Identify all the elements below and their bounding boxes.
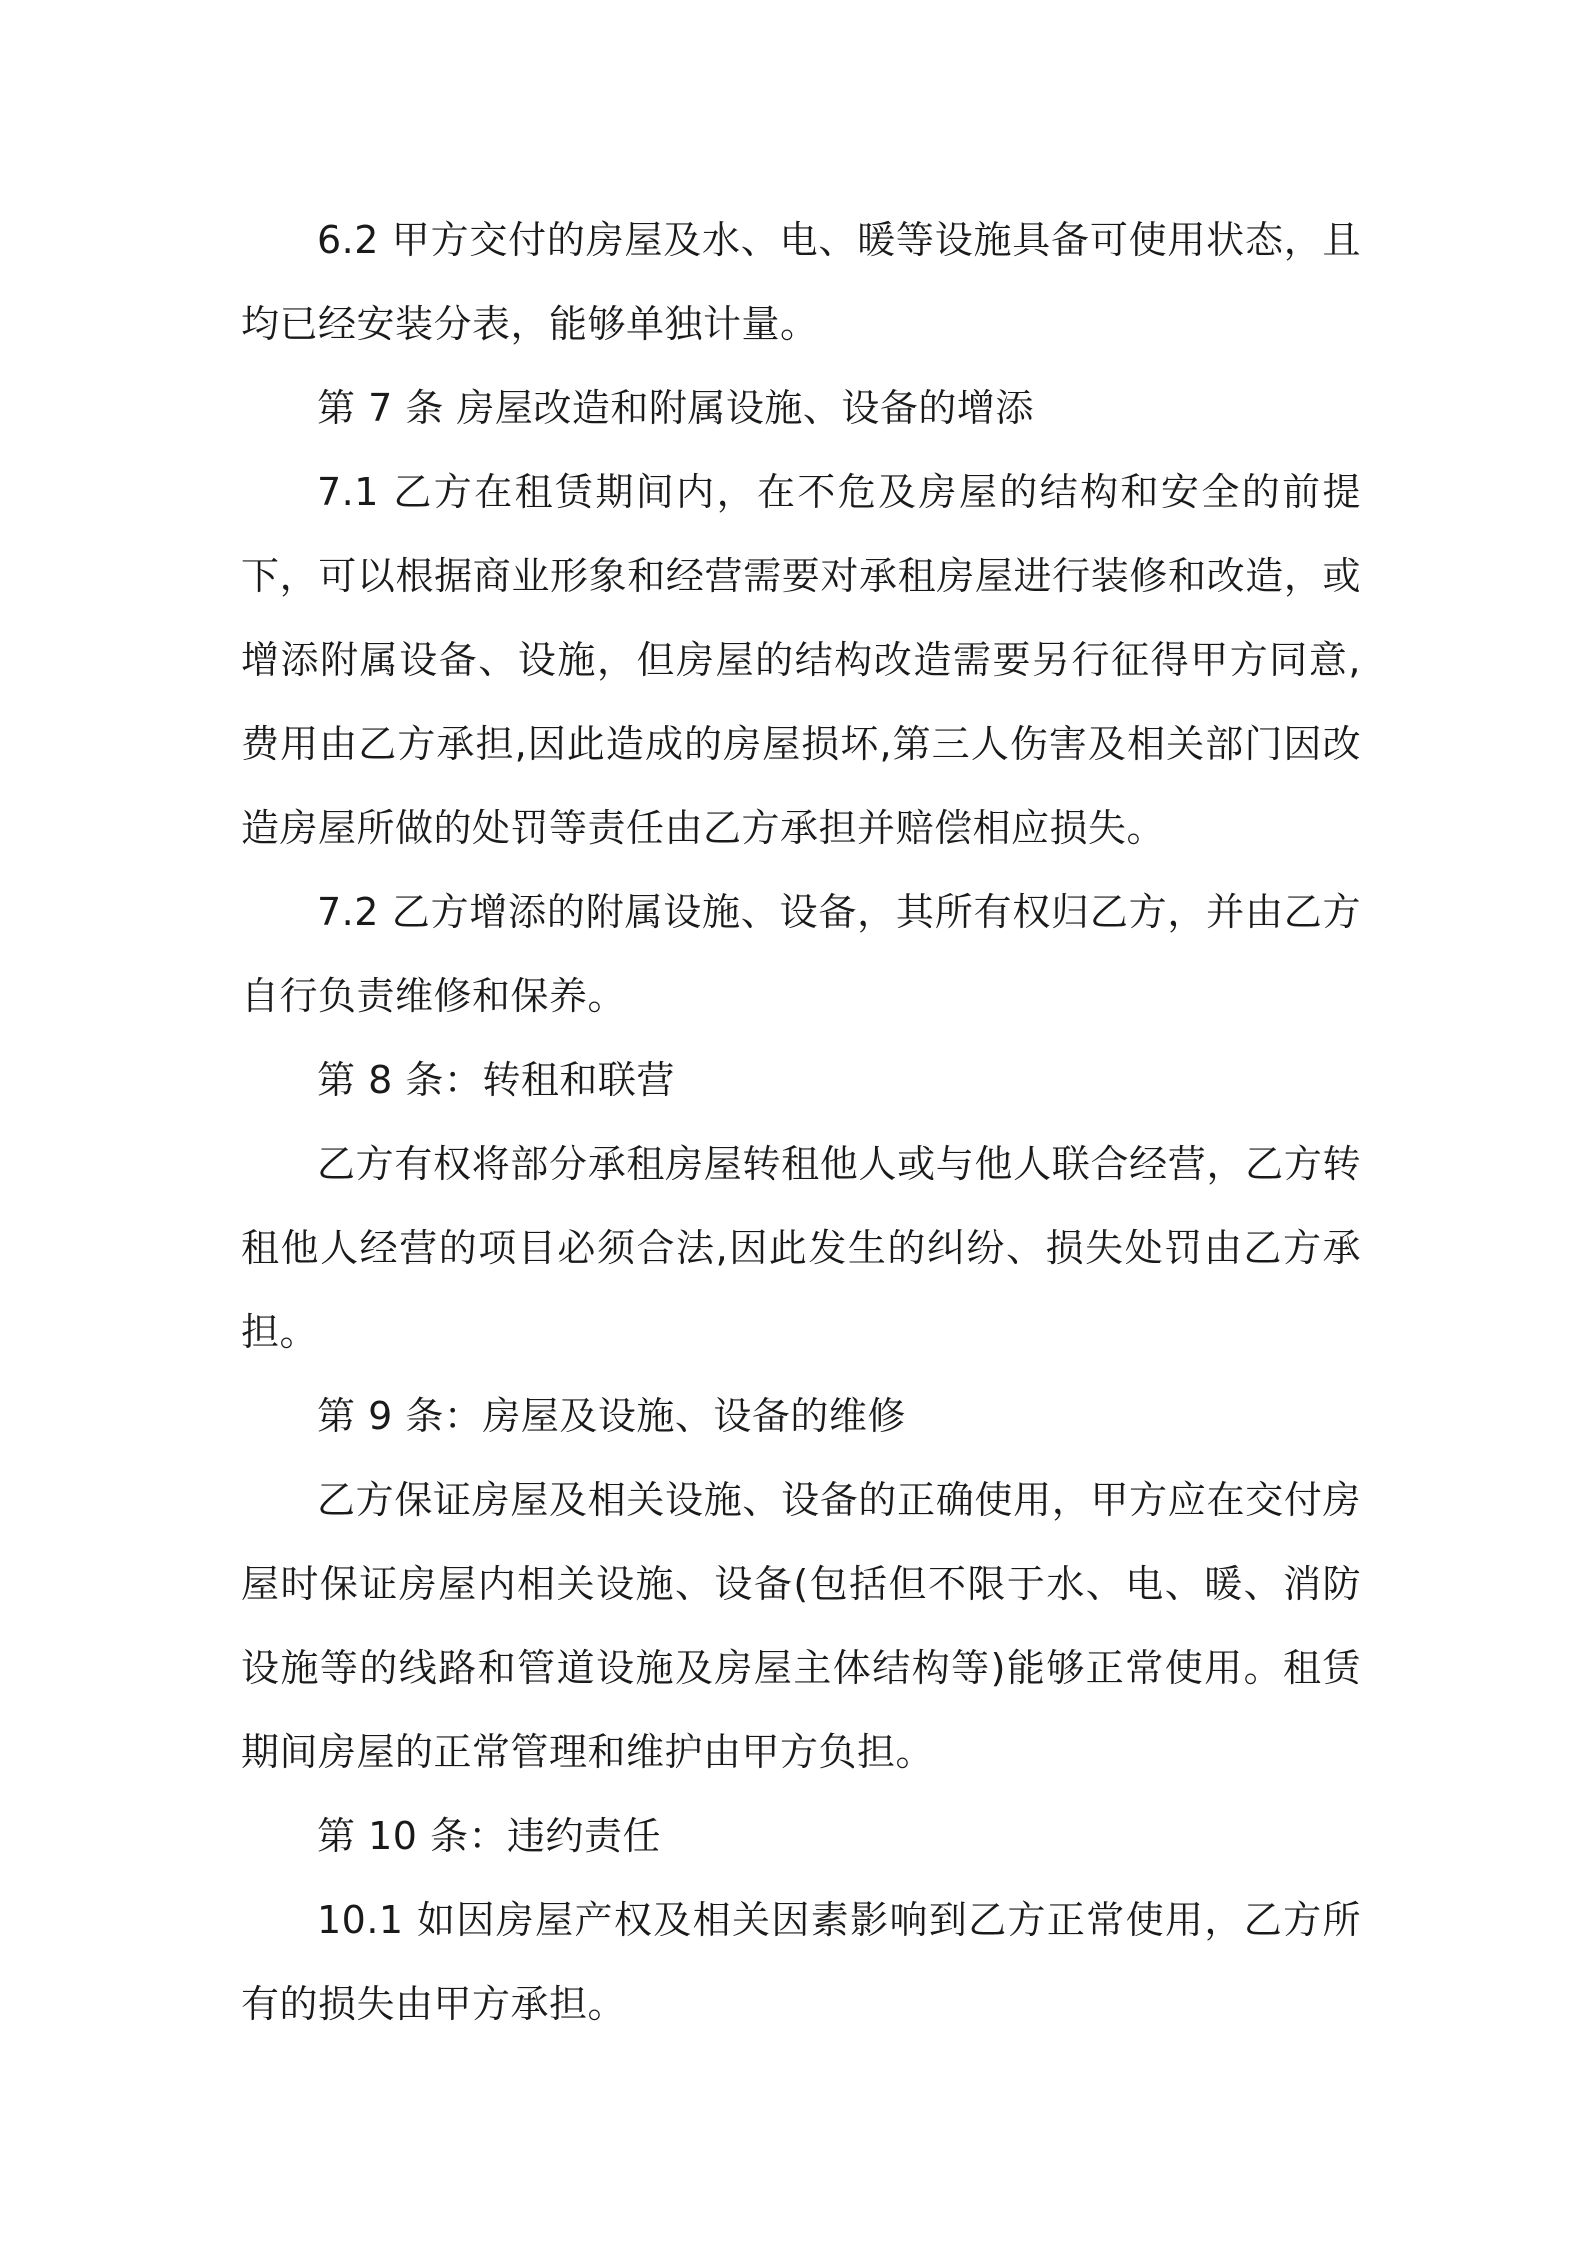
article-7-heading: 第 7 条 房屋改造和附属设施、设备的增添 xyxy=(317,386,1034,430)
article-9-heading: 第 9 条：房屋及设施、设备的维修 xyxy=(317,1394,906,1438)
document-body xyxy=(241,198,1361,2046)
article-10-heading: 第 10 条：违约责任 xyxy=(317,1814,662,1858)
clause-6-2-paragraph: 6.2 甲方交付的房屋及水、电、暖等设施具备可使用状态，且均已经安装分表，能够单独计量。 xyxy=(241,218,1361,346)
article-8-heading: 第 8 条：转租和联营 xyxy=(317,1058,675,1102)
clause-7-2-paragraph: 7.2 乙方增添的附属设施、设备，其所有权归乙方，并由乙方自行负责维修和保养。 xyxy=(241,890,1361,1018)
article-8-paragraph: 乙方有权将部分承租房屋转租他人或与他人联合经营，乙方转租他人经营的项目必须合法,因此发生的纠纷、损失处罚由乙方承担。 xyxy=(241,1142,1361,1354)
clause-7-1-paragraph: 7.1 乙方在租赁期间内，在不危及房屋的结构和安全的前提下，可以根据商业形象和经营需要对承租房屋进行装修和改造，或增添附属设备、设施，但房屋的结构改造需要另行征得甲方同意,费用由乙方承担,因此造成的房屋损坏,第三人伤害及相关部门因改造房屋所做的处罚等责任由乙方承担并赔偿相应损失。 xyxy=(241,470,1361,850)
article-9-paragraph: 乙方保证房屋及相关设施、设备的正确使用，甲方应在交付房屋时保证房屋内相关设施、设备(包括但不限于水、电、暖、消防设施等的线路和管道设施及房屋主体结构等)能够正常使用。租赁期间房屋的正常管理和维护由甲方负担。 xyxy=(241,1478,1362,1774)
clause-10-1-paragraph: 10.1 如因房屋产权及相关因素影响到乙方正常使用，乙方所有的损失由甲方承担。 xyxy=(241,1898,1361,2026)
